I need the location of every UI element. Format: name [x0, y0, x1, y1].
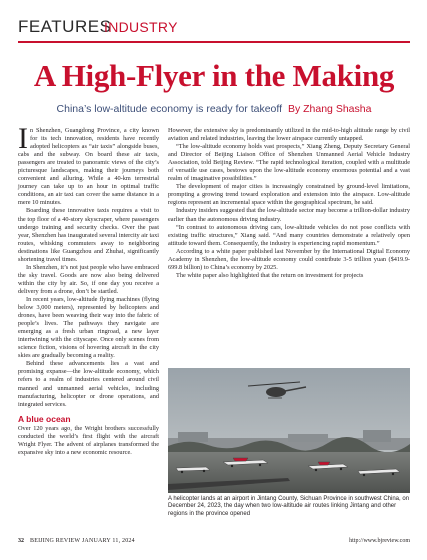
paragraph: According to a white paper published last November by the International Digital Economy Academy in Shenzhen, the low-altitude economy could contribute 3-5 trillion yuan ($419.9-699.8 billion) to China’s economy by 2025.	[168, 247, 410, 271]
page-footer	[18, 538, 410, 548]
section-header	[18, 15, 410, 39]
paragraph-text: n Shenzhen, Guangdong Province, a city known for its tech innovation, residents have recently adopted helicopters as “air taxis” alongside buses, cabs and the subway. On board these air taxis, passengers are treated to panoramic views of the city’s picturesque landscapes, making their journeys both convenient and alluring. While a 40-km terrestrial journey can take up to an hour in optimal traffic conditions, an air taxi can cover the same distance in a mere 10 minutes.	[18, 127, 159, 207]
paragraph: Over 120 years ago, the Wright brothers successfully conducted the world’s first flight with the aircraft Wright Flyer. The advent of airplanes transformed the expansive sky into a new economic resource.	[18, 424, 159, 456]
article-column-2	[168, 127, 410, 280]
website-url[interactable]: http://www.bjreview.com	[349, 538, 410, 544]
header-rule	[18, 41, 410, 43]
paragraph: However, the extensive sky is predominantly utilized in the mid-to-high altitude range by civil aviation and related industries, leaving the lower airspace currently untapped.	[168, 127, 410, 143]
subheadline	[18, 103, 410, 115]
paragraph: “The low-altitude economy holds vast prospects,” Xiang Zheng, Deputy Secretary General and Director of Beijing Liaison Office of Shenzhen Unmanned Aerial Vehicle Industry Association, told Beijing Review. “The rapid technological iteration, coupled with a multitude of versatile use cases, bestows upon the low-altitude economy enormous potential and a vast realm of imaginative possibilities.”	[168, 143, 410, 183]
paragraph: Industry insiders suggested that the low-altitude sector may become a trillion-dollar industry earlier than the autonomous driving industry.	[168, 207, 410, 223]
paragraph: Behind these advancements lies a vast and promising expanse—the low-altitude economy, which refers to a realm of industries centered around civil manned and unmanned aerial vehicles, including manufacturing, helicopter or drone operations, and integrated services.	[18, 360, 159, 408]
helicopter-airport-photo	[168, 368, 410, 493]
paragraph: In Shenzhen, it’s not just people who have embraced the sky travel. Goods are now also being delivered within the city by air. So, if one day you receive a delivery from a drone, don’t be startled.	[18, 263, 159, 295]
paragraph: Boarding these innovative taxis requires a visit to the top floor of a 40-story skyscraper, where passengers undergo training and security checks. Over the past year, Shenzhen has inaugurated several intercity air taxi routes, whisking commuters away to neighboring destinations like Guangzhou and Zhuhai, significantly shortening travel times.	[18, 207, 159, 263]
subheadline-text: China’s low-altitude economy is ready for takeoff	[56, 103, 283, 115]
section-heading: A blue ocean	[18, 413, 71, 424]
article-column-1	[18, 122, 159, 457]
publication-info: BEIJING REVIEW JANUARY 11, 2024	[30, 538, 135, 544]
drop-cap: I	[18, 122, 28, 155]
paragraph: In recent years, low-altitude flying machines (flying below 3,000 meters), represented by helicopters and drones, have been weaving their way into the fabric of people’s lives. The pathways they navigate are emerging as a fresh urban ringroad, a new layer intertwining with the cityscape. Once only scenes from science fiction, visions of hovering aircraft in the city skies are gradually becoming a reality.	[18, 295, 159, 360]
paragraph: The development of major cities is increasingly constrained by ground-level limitations, prompting a growing trend toward exploration and extension into the airspace. Low-altitude regions represent an incremental space within the geographical spectrum, he said.	[168, 183, 410, 207]
photo-caption: A helicopter lands at an airport in Jintang County, Sichuan Province in southwest China, on December 24, 2023, the day when two low-altitude air routes linking Jintang and other regions in the province opened	[168, 496, 410, 517]
category-label: INDUSTRY	[104, 19, 178, 35]
section-label: FEATURES	[18, 17, 112, 36]
headline: A High-Flyer in the Making	[33, 58, 395, 93]
byline: By Zhang Shasha	[287, 103, 372, 115]
paragraph: “In contrast to autonomous driving cars, low-altitude vehicles do not pose conflicts with existing traffic structures,” Xiang said. “And many countries demonstrate a relatively open attitude toward them. Consequently, the industry is experiencing rapid momentum.”	[168, 223, 410, 247]
paragraph	[18, 122, 159, 207]
paragraph: The white paper also highlighted that the return on investment for projects	[176, 271, 364, 279]
page-number: 32	[18, 538, 24, 544]
